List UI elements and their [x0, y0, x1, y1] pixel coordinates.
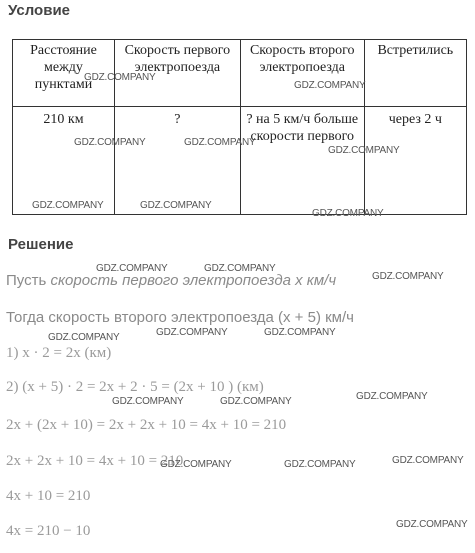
watermark: GDZ.COMPANY [84, 72, 156, 83]
condition-heading: Условие [8, 2, 71, 19]
solution-line-1 [6, 272, 336, 289]
watermark: GDZ.COMPANY [184, 137, 256, 148]
header-speed-second: Скорость второго электропоезда [240, 40, 364, 107]
watermark: GDZ.COMPANY [372, 271, 444, 282]
solution-line-2: Тогда скорость второго электропоезда (x + 5) км/ч [6, 309, 354, 326]
watermark: GDZ.COMPANY [284, 459, 356, 470]
cell-speed-second: ? на 5 км/ч больше скорости первого [240, 107, 364, 215]
watermark: GDZ.COMPANY [220, 396, 292, 407]
watermark: GDZ.COMPANY [32, 200, 104, 211]
watermark: GDZ.COMPANY [328, 145, 400, 156]
watermark: GDZ.COMPANY [392, 455, 464, 466]
table-row [13, 107, 467, 215]
cell-met: через 2 ч [364, 107, 466, 215]
condition-table [12, 39, 467, 215]
header-met: Встретились [364, 40, 466, 107]
watermark: GDZ.COMPANY [264, 327, 336, 338]
solution-line-7: 4x + 10 = 210 [6, 488, 91, 504]
cell-speed-first: ? [114, 107, 240, 215]
watermark: GDZ.COMPANY [204, 263, 276, 274]
solution-line-8: 4x = 210 − 10 [6, 523, 91, 539]
solution-line-4: 2) (x + 5) · 2 = 2x + 2 · 5 = (2x + 10 ) (км) [6, 379, 264, 395]
table-header-row [13, 40, 467, 107]
cell-distance: 210 км [13, 107, 115, 215]
watermark: GDZ.COMPANY [74, 137, 146, 148]
watermark: GDZ.COMPANY [312, 208, 384, 219]
solution-line-6: 2x + 2x + 10 = 4x + 10 = 210 [6, 453, 184, 469]
watermark: GDZ.COMPANY [396, 519, 468, 530]
solution-line-3: 1) x · 2 = 2x (км) [6, 345, 112, 361]
watermark: GDZ.COMPANY [356, 391, 428, 402]
watermark: GDZ.COMPANY [96, 263, 168, 274]
header-distance: Расстояние между пунктами [13, 40, 115, 107]
watermark: GDZ.COMPANY [140, 200, 212, 211]
watermark: GDZ.COMPANY [48, 332, 120, 343]
solution-heading: Решение [8, 236, 74, 253]
solution-line-1-prefix: Пусть [6, 272, 51, 289]
watermark: GDZ.COMPANY [294, 80, 366, 91]
solution-line-1-italic: скорость первого электропоезда x км/ч [50, 272, 337, 289]
header-speed-first: Скорость первого электропоезда [114, 40, 240, 107]
solution-line-5: 2x + (2x + 10) = 2x + 2x + 10 = 4x + 10 = 210 [6, 417, 287, 433]
watermark: GDZ.COMPANY [160, 459, 232, 470]
watermark: GDZ.COMPANY [156, 327, 228, 338]
watermark: GDZ.COMPANY [112, 396, 184, 407]
